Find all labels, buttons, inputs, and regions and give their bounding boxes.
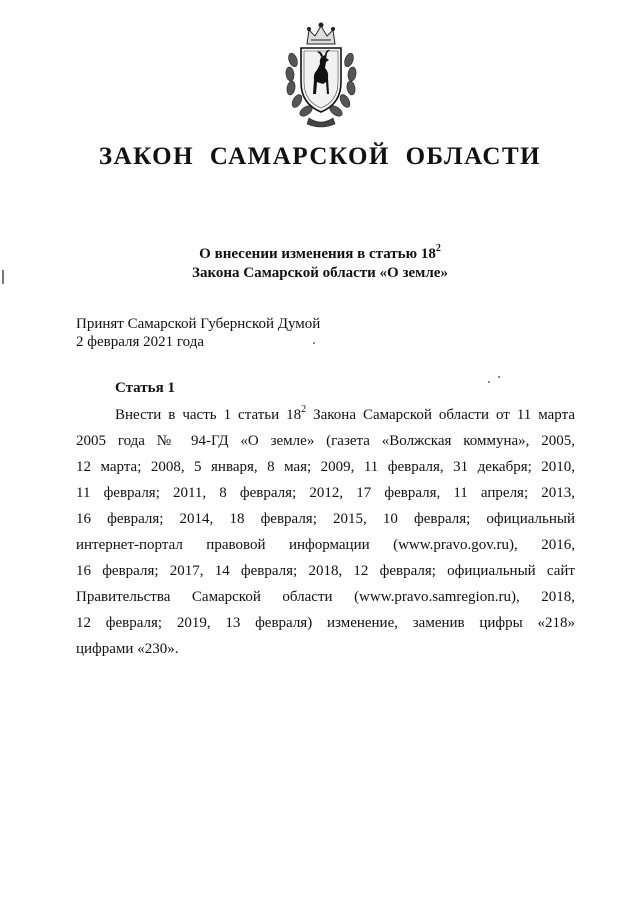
article-line-text: Закона Самарской области от 11 марта [306,407,575,423]
subtitle-line-2: Закона Самарской области «О земле» [192,265,448,281]
article-line: интернет-портал правовой информации (www.pravo.gov.ru), 2016, [76,537,575,553]
article-line: 16 февраля; 2017, 14 февраля; 2018, 12 февраля; официальный сайт [76,563,575,579]
article-line: 2005 года № 94-ГД «О земле» (газета «Волжская коммуна», 2005, [76,433,575,449]
law-subtitle [0,245,640,283]
document-title: ЗАКОН САМАРСКОЙ ОБЛАСТИ [98,143,542,170]
article-body [76,402,575,662]
adoption-body: Принят Самарской Губернской Думой [76,316,321,332]
adoption-info [76,315,320,351]
samara-coat-of-arms-icon [283,20,359,128]
subtitle-line-1 [0,245,640,264]
article-line: Правительства Самарской области (www.pravo.samregion.ru), 2018, [76,589,575,605]
adoption-date: 2 февраля 2021 года [76,334,205,350]
subtitle-superscript: 2 [435,243,441,254]
article-heading: Статья 1 [115,380,175,396]
article-line: 12 марта; 2008, 5 января, 8 мая; 2009, 11 февраля, 31 декабря; 2010, [76,459,575,475]
article-line: 12 февраля; 2019, 13 февраля) изменение, заменив цифры «218» [76,615,575,631]
article-line-text: Внести в часть 1 статьи 18 [115,407,302,423]
subtitle-line-1-text: О внесении изменения в статью 18 [199,246,436,262]
article-line: 11 февраля; 2011, 8 февраля; 2012, 17 февраля, 11 апреля; 2013, [76,485,575,501]
article-line: цифрами «230». [76,641,179,657]
scan-speck [313,342,315,344]
article-line [76,402,575,428]
scan-speck [488,381,490,383]
article-line: 16 февраля; 2014, 18 февраля; 2015, 10 февраля; официальный [76,511,575,527]
scan-speck [498,376,500,378]
scan-margin-mark [2,270,4,284]
article-superscript: 2 [301,404,307,415]
